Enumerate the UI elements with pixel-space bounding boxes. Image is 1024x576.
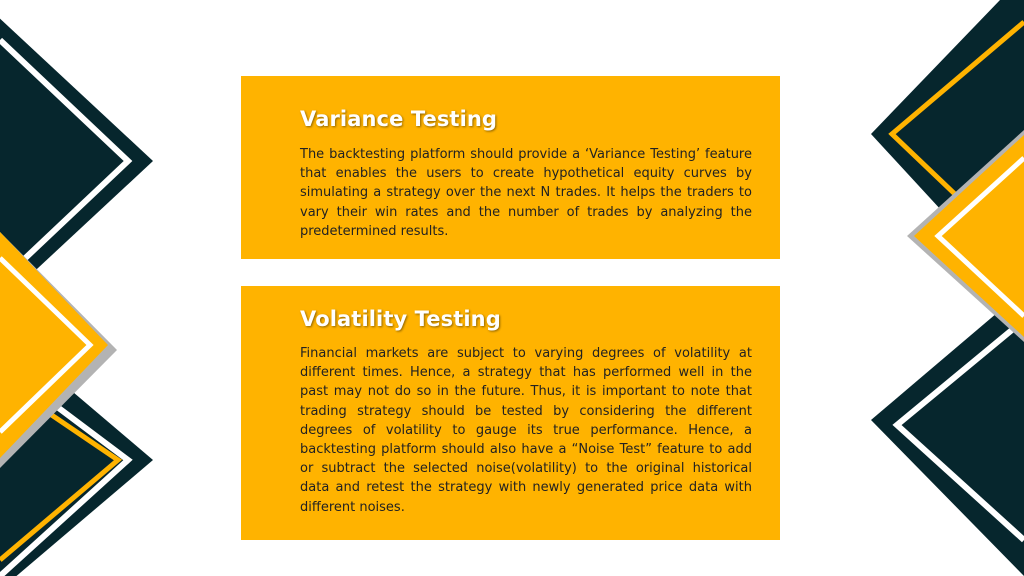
right-bottom-dark-diamond [871, 290, 1024, 576]
left-diamonds [0, 0, 153, 576]
section-body: Financial markets are subject to varying degrees of volatility at different times. Hence, a strategy that has performed well in the past may not do so in the future. Thus, it is important to note that trading strategy should be tested by considering the different degrees of volatility to gauge its true performance. Hence, a backtesting platform should also have a “Noise Test” feature to add or subtract the selected noise(volatility) to the original historical data and retest the strategy with newly generated price data with different noises. [300, 346, 752, 515]
variance-testing-card [241, 76, 780, 259]
right-diamonds [871, 0, 1024, 576]
section-title: Volatility Testing [300, 307, 501, 331]
volatility-testing-card [241, 286, 780, 540]
section-title: Variance Testing [300, 107, 498, 131]
section-body: The backtesting platform should provide a ‘Variance Testing’ feature that enables the users to create hypothetical equity curves by simulating a strategy over the next N trades. It helps the traders to vary their win rates and the number of trades by analyzing the predetermined results. [300, 147, 752, 239]
